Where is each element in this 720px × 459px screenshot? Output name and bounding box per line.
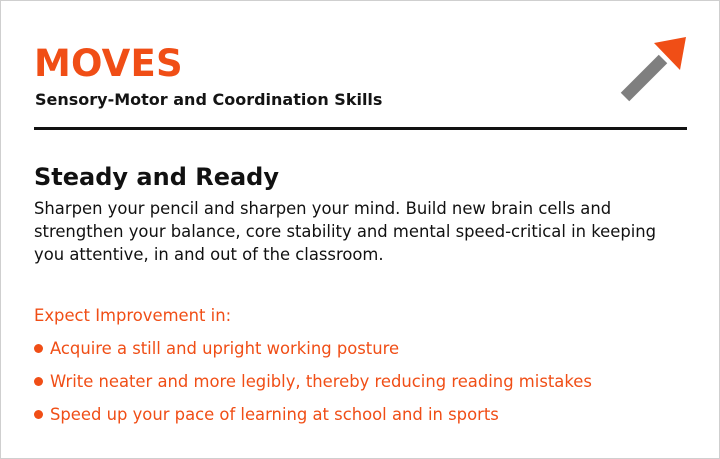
list-item bbox=[34, 372, 592, 405]
improvement-list bbox=[34, 339, 592, 438]
list-item bbox=[34, 405, 592, 438]
list-item-text: Acquire a still and upright working posture bbox=[50, 339, 400, 358]
bullet-dot-icon bbox=[34, 377, 43, 386]
section-title: Steady and Ready bbox=[34, 163, 280, 191]
improvement-heading: Expect Improvement in: bbox=[34, 306, 232, 325]
arrow-up-right-icon bbox=[617, 35, 689, 105]
section-description: Sharpen your pencil and sharpen your mind. Build new brain cells and strengthen your balance, core stability and mental speed-critical in keeping you attentive, in and out of the classroom. bbox=[34, 199, 657, 264]
list-item-text: Write neater and more legibly, thereby reducing reading mistakes bbox=[50, 372, 592, 391]
bullet-dot-icon bbox=[34, 410, 43, 419]
bullet-dot-icon bbox=[34, 344, 43, 353]
header-divider bbox=[34, 127, 687, 130]
card-header bbox=[34, 42, 382, 110]
brand-title: MOVES bbox=[34, 42, 183, 85]
brand-subtitle: Sensory-Motor and Coordination Skills bbox=[35, 90, 383, 109]
arrow-shaft bbox=[625, 59, 663, 97]
list-item-text: Speed up your pace of learning at school and in sports bbox=[50, 405, 499, 424]
list-item bbox=[34, 339, 592, 372]
